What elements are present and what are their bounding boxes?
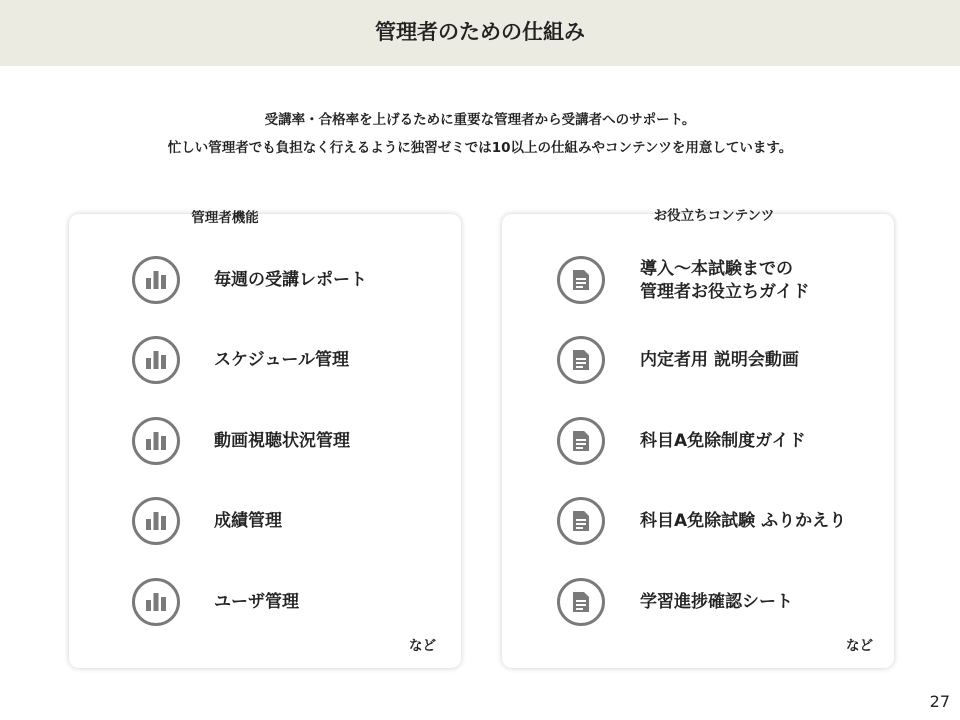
admin-features-panel	[69, 210, 461, 668]
intro-line-2: 忙しい管理者でも負担なく行えるように独習ゼミでは10以上の仕組みやコンテンツを用意しています。	[167, 140, 793, 156]
list-item	[69, 497, 461, 551]
item-label: 科目A免除制度ガイド	[640, 431, 806, 451]
item-label: 学習進捗確認シート	[640, 592, 793, 612]
bar-chart-icon	[132, 497, 180, 545]
list-item	[502, 497, 894, 551]
document-icon	[557, 256, 605, 304]
list-item	[69, 417, 461, 471]
intro-text	[0, 106, 960, 162]
item-label: 成績管理	[214, 511, 282, 531]
bar-chart-icon	[132, 417, 180, 465]
bar-chart-icon	[132, 578, 180, 626]
item-label: 内定者用 説明会動画	[640, 350, 799, 370]
intro-line-1: 受講率・合格率を上げるために重要な管理者から受講者へのサポート。	[264, 112, 696, 128]
item-label: 科目A免除試験 ふりかえり	[640, 511, 847, 531]
item-label: 毎週の受講レポート	[214, 270, 367, 290]
panel-title-admin-features: 管理者機能	[191, 210, 259, 226]
list-item	[502, 417, 894, 471]
list-item	[502, 336, 894, 390]
panel-title-useful-contents: お役立ちコンテンツ	[653, 208, 775, 224]
document-icon	[557, 497, 605, 545]
bar-chart-icon	[132, 256, 180, 304]
header-bar	[0, 0, 960, 66]
useful-contents-panel	[502, 208, 894, 668]
bar-chart-icon	[132, 336, 180, 384]
item-label	[640, 258, 810, 304]
document-icon	[557, 417, 605, 465]
panel-footer-etc: など	[409, 638, 436, 654]
list-item	[69, 578, 461, 632]
page-number: 27	[929, 692, 950, 711]
item-label: ユーザ管理	[214, 592, 299, 612]
document-icon	[557, 578, 605, 626]
panel-footer-etc: など	[846, 638, 873, 654]
list-item	[502, 578, 894, 632]
item-label: スケジュール管理	[214, 350, 349, 370]
page-title: 管理者のための仕組み	[375, 20, 585, 44]
item-label-line-1: 導入～本試験までの	[640, 259, 793, 279]
item-label: 動画視聴状況管理	[214, 431, 350, 451]
list-item	[502, 256, 894, 310]
document-icon	[557, 336, 605, 384]
item-label-line-2: 管理者お役立ちガイド	[640, 282, 810, 302]
list-item	[69, 336, 461, 390]
list-item	[69, 256, 461, 310]
